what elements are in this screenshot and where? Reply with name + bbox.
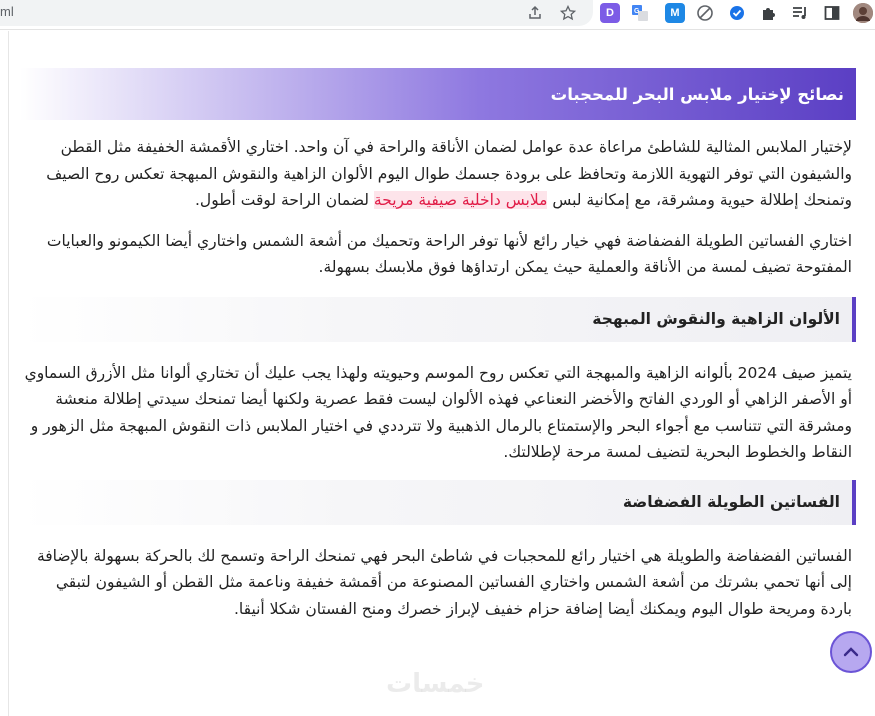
ext-check-icon[interactable]: [727, 3, 747, 23]
summer-underwear-link[interactable]: ملابس داخلية صيفية مريحة: [373, 191, 548, 209]
svg-text:G: G: [634, 8, 640, 15]
paragraph-intro: [20, 134, 856, 214]
media-queue-icon[interactable]: [790, 3, 810, 23]
ext-m-icon[interactable]: M: [665, 3, 685, 23]
star-icon[interactable]: [558, 3, 578, 23]
paragraph-colors: يتميز صيف 2024 بألوانه الزاهية والمبهجة التي تعكس روح الموسم وحيويته ولهذا يجب عليك أن تختاري ألوانا مثل الأزرق السماوي أو الأصفر الزاهي أو الوردي الفاتح والأخضر النعناعي فهذه الألوان ليست فقط عصرية ولكنها أيضا تمنحك سيدتي إطلالة منعشة ومشرقة التي تتناسب مع أجواء البحر والإستمتاع بالرمال الذهبية ولا تترددي في اختيار الملابس ذات النقوش المبهجة مثل الزهور و النقاط والخطوط البحرية لتضيف لمسة مرحة لإطلالتك.: [24, 363, 852, 461]
ext-d-icon[interactable]: D: [600, 3, 620, 23]
browser-toolbar: [0, 0, 875, 30]
subheading-colors: [20, 297, 856, 342]
address-bar[interactable]: [0, 0, 593, 26]
ext-translate-icon[interactable]: [630, 3, 650, 23]
watermark-logo: خمسات: [386, 669, 485, 699]
subheading-dresses: [20, 480, 856, 525]
puzzle-icon[interactable]: [759, 3, 779, 23]
subheading-dresses-text: الفساتين الطويلة الفضفاضة: [622, 493, 840, 511]
subheading-colors-text: الألوان الزاهية والنقوش المبهجة: [592, 310, 840, 328]
paragraph-dresses-intro: اختاري الفساتين الطويلة الفضفاضة فهي خيار رائع لأنها توفر الراحة وتحميك من أشعة الشمس واختاري أيضا الكيمونو والعبايات المفتوحة تضيف لمسة من الأناقة والعملية حيث يمكن ارتداؤها فوق ملابسك بسهولة.: [46, 231, 852, 276]
ext-slash-icon[interactable]: [695, 3, 715, 23]
article: [20, 68, 856, 622]
paragraph-long-dresses: الفساتين الفضفاضة والطويلة هي اختيار رائع للمحجبات في شاطئ البحر فهي تمنحك الراحة وتسمح لك بالحركة بسهولة بالإضافة إلى أنها تحمي بشرتك من أشعة الشمس واختاري الفساتين المصنوعة من أقمشة خفيفة وناعمة مثل القطن أو الشيفون لتبقي باردة ومريحة طوال اليوم ويمكنك أيضا إضافة حزام خفيف لإبراز خصرك ومنح الفستان شكلا أنيقا.: [36, 546, 852, 618]
url-text[interactable]: ml: [0, 4, 14, 19]
chevron-up-icon: [842, 643, 860, 661]
main-heading-text: نصائح لإختيار ملابس البحر للمحجبات: [550, 84, 844, 104]
paragraph-intro-end: لضمان الراحة لوقت أطول.: [195, 191, 374, 209]
sidebar-icon[interactable]: [822, 3, 842, 23]
share-icon[interactable]: [525, 3, 545, 23]
main-heading: [20, 68, 856, 120]
scroll-to-top-button[interactable]: [830, 631, 872, 673]
page-content: [0, 31, 875, 716]
content-divider: [8, 31, 9, 716]
profile-avatar[interactable]: [853, 3, 873, 23]
paragraph-intro-text: لإختيار الملابس المثالية للشاطئ مراعاة عدة عوامل لضمان الأناقة والراحة في آن واحد. اختاري الأقمشة الخفيفة مثل القطن والشيفون التي توفر التهوية اللازمة وتحافظ على برودة جسمك طوال اليوم الألوان الزاهية والنقوش المبهجة تعكس روح الصيف وتمنحك إطلالة حيوية ومشرقة، مع إمكانية لبس: [46, 138, 852, 209]
